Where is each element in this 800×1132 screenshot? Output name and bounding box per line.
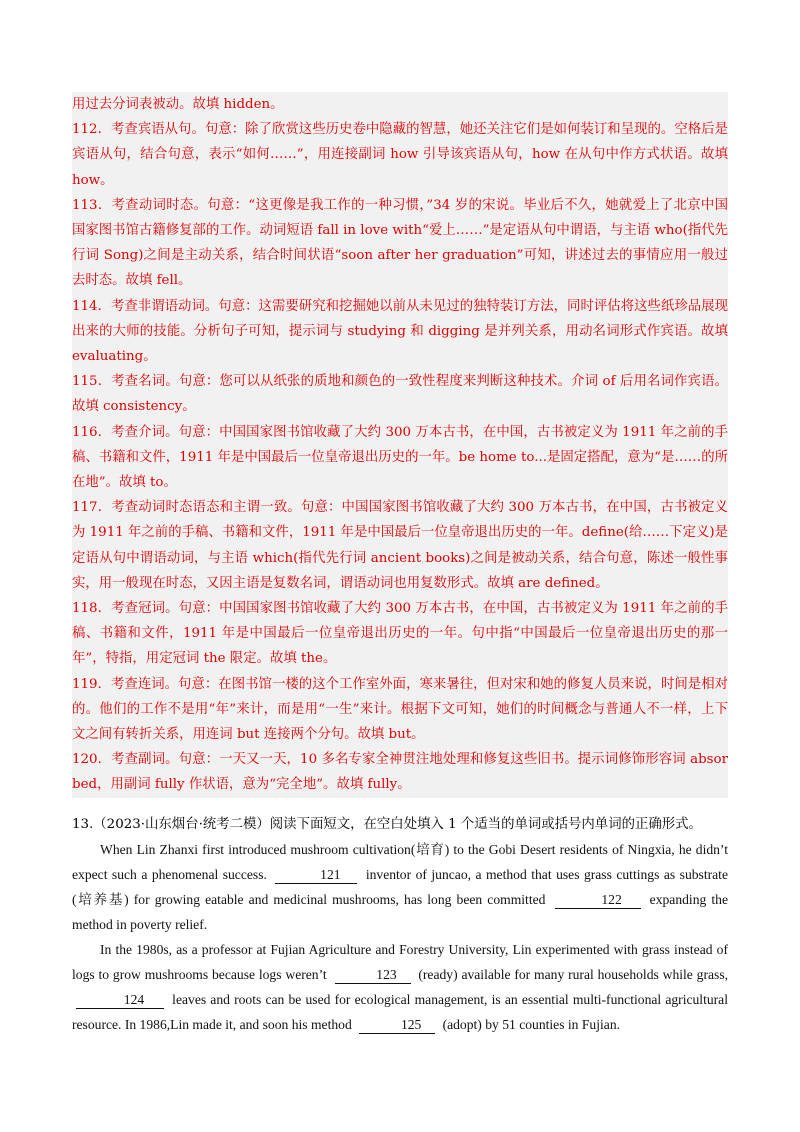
passage-paragraph-2 [72, 937, 728, 1037]
blank-125[interactable]: 125 [359, 1016, 435, 1034]
passage-text: In the 1980s, as a professor at Fujian Agriculture and Forestry University, Lin experimented with grass instead of logs to grow mushrooms because logs weren’t [72, 942, 728, 982]
blank-123[interactable]: 123 [335, 966, 411, 984]
answer-item-118: 118．考查冠词。句意：中国国家图书馆收藏了大约 300 万本古书，在中国，古书被定义为 1911 年之前的手稿、书籍和文件，1911 年是中国最后一位皇帝退出历史的一年。句中指“中国最后一位皇帝退出历史的那一年”，特指，用定冠词 the 限定。故填 the。 [72, 601, 728, 667]
passage-text: expanding the method in poverty relief. [72, 892, 728, 932]
blank-124[interactable]: 124 [76, 991, 164, 1009]
answer-item-114: 114．考查非谓语动词。句意：这需要研究和挖掘她以前从未见过的独特装订方法，同时评估将这些纸珍品展现出来的大师的技能。分析句子可知，提示词与 studying 和 digging 是并列关系，用动名词形式作宾语。故填 evaluating。 [72, 298, 728, 365]
blank-121[interactable]: 121 [275, 866, 357, 884]
passage-text: (adopt) by 51 counties in Fujian. [442, 1017, 621, 1032]
passage-text: When Lin Zhanxi first introduced mushroom cultivation(培育) to the Gobi Desert residents of Ningxia, he didn’t expect such a phenomenal success. [72, 842, 728, 882]
question-header: 13.（2023·山东烟台·统考二模）阅读下面短文，在空白处填入 1 个适当的单词或括号内单词的正确形式。 [72, 817, 702, 832]
answer-line: 用过去分词表被动。故填 hidden。 [72, 97, 284, 112]
passage-text: inventor of juncao, a method that uses grass cuttings as substrate (培养基) for growing eatable and medicinal mushrooms, has long been committed [72, 867, 728, 907]
answer-item-119: 119．考查连词。句意：在图书馆一楼的这个工作室外面，寒来暑往，但对宋和她的修复人员来说，时间是相对的。他们的工作不是用“年”来计，而是用“一生”来计。根据下文可知，她们的时间概念与普通人不一样，上下文之间有转折关系，用连词 but 连接两个分句。故填 but。 [72, 676, 728, 743]
answer-explanations [72, 92, 728, 798]
answer-item-120: 120．考查副词。句意：一天又一天，10 多名专家全神贯注地处理和修复这些旧书。提示词修饰形容词 absorbed，用副词 fully 作状语，意为“完全地”。故填 fully。 [72, 752, 728, 793]
blank-122[interactable]: 122 [555, 891, 641, 909]
passage-text: (ready) available for many rural households while grass, [418, 967, 729, 982]
answer-item-115: 115．考查名词。句意：您可以从纸张的质地和颜色的一致性程度来判断这种技术。介词 of 后用名词作宾语。故填 consistency。 [72, 374, 728, 415]
answer-item-112: 112．考查宾语从句。句意：除了欣赏这些历史卷中隐藏的智慧，她还关注它们是如何装订和呈现的。空格后是宾语从句，结合句意，表示“如何……”，用连接副词 how 引导该宾语从句，how 在从句中作方式状语。故填 how。 [72, 122, 728, 188]
cloze-passage [72, 837, 728, 1037]
passage-text: leaves and roots can be used for ecological management, is an essential multi-functional agricultural resource. In 1986,Lin made it, and soon his method [72, 992, 728, 1032]
passage-paragraph-1 [72, 837, 728, 937]
answer-item-113: 113．考查动词时态。句意：“这更像是我工作的一种习惯，”34 岁的宋说。毕业后不久，她就爱上了北京中国国家图书馆古籍修复部的工作。动词短语 fall in love with“爱上……”是定语从句中谓语，与主语 who(指代先行词 Song)之间是主动关系，结合时间状语“soon after her graduation”可知，讲述过去的事情应用一般过去时态。故填 fell。 [72, 197, 728, 289]
answer-item-116: 116．考查介词。句意：中国国家图书馆收藏了大约 300 万本古书，在中国，古书被定义为 1911 年之前的手稿、书籍和文件，1911 年是中国最后一位皇帝退出历史的一年。be home to...是固定搭配，意为“是……的所在地”。故填 to。 [72, 424, 728, 491]
answer-item-117: 117．考查动词时态语态和主谓一致。句意：中国国家图书馆收藏了大约 300 万本古书，在中国，古书被定义为 1911 年之前的手稿、书籍和文件，1911 年是中国最后一位皇帝退出历史的一年。define(给……下定义)是定语从句中谓语动词，与主语 which(指代先行词 ancient books)之间是被动关系，结合句意，陈述一般性事实，用一般现在时态，又因主语是复数名词，谓语动词也用复数形式。故填 are defined。 [72, 500, 728, 591]
